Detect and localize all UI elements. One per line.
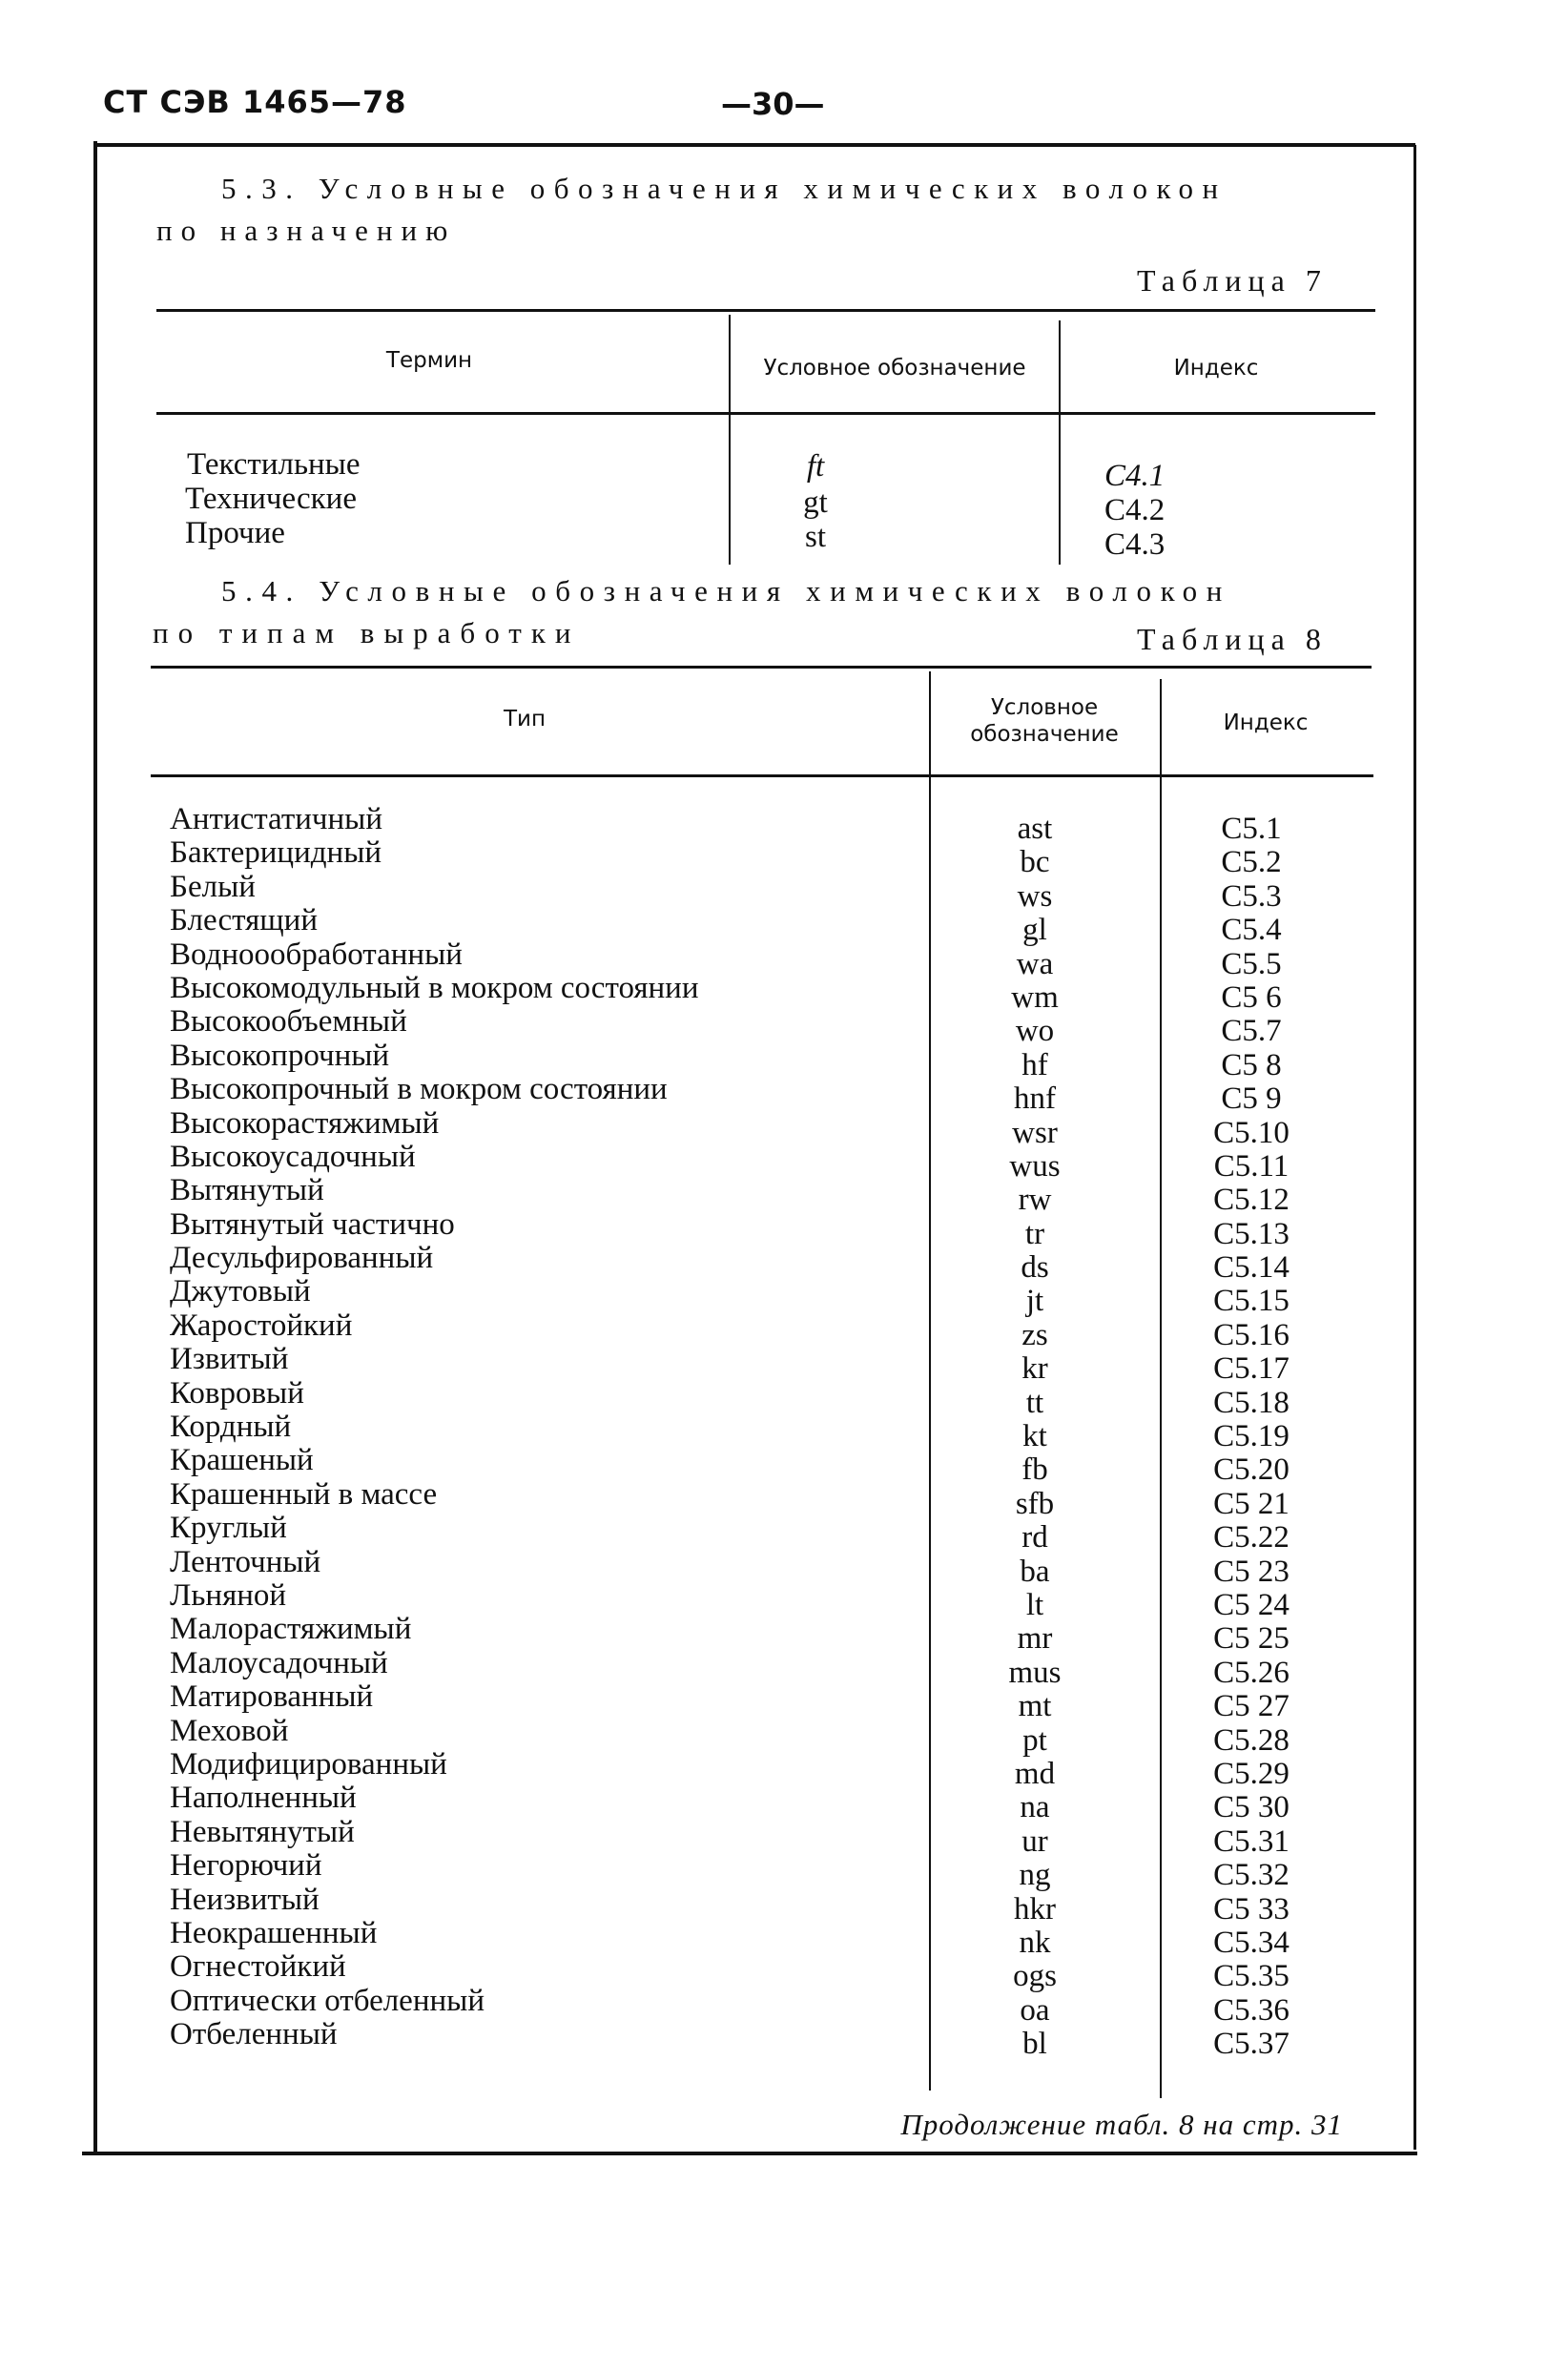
table-8-type: Высокорастяжимый (170, 1105, 440, 1141)
document-code: СТ СЭВ 1465—78 (103, 84, 407, 120)
table-8-symbol: tt (1025, 1385, 1044, 1420)
table-8-index: C5.34 (1213, 1925, 1289, 1960)
table-8-symbol: rd (1021, 1520, 1048, 1555)
table-8-index: C5.28 (1213, 1722, 1289, 1758)
table-8-index: C5.5 (1221, 946, 1282, 981)
table-8-index: C5.36 (1213, 1992, 1289, 2028)
table-7-header-index: Индекс (1173, 356, 1259, 381)
table-8-index: C5.16 (1213, 1317, 1289, 1352)
table-8-index: C5.19 (1213, 1419, 1289, 1454)
table-8-type: Высокоусадочный (170, 1139, 416, 1174)
table-8-type: Жаростойкий (170, 1308, 353, 1343)
table-8-label: Таблица 8 (1137, 622, 1328, 656)
table-8-col-divider-1 (929, 671, 931, 2091)
table-8-type: Белый (170, 869, 256, 904)
table-7-header-rule (156, 412, 1375, 415)
table-8-index: C5 8 (1221, 1047, 1282, 1082)
table-8-index: C5.37 (1213, 2027, 1289, 2062)
table-8-symbol: jt (1025, 1284, 1044, 1319)
table-8-symbol: mt (1018, 1689, 1052, 1724)
table-7-col-divider-1 (729, 315, 731, 565)
table-8-index: C5.26 (1213, 1655, 1289, 1690)
table-8-type: Десульфированный (170, 1241, 434, 1276)
table-8-symbol: oa (1020, 1992, 1050, 2028)
table-8-type: Джутовый (170, 1274, 311, 1309)
table-8-header-type: Тип (503, 707, 547, 731)
table-8-type: Вытянутый частично (170, 1206, 455, 1242)
table-8-type: Льняной (170, 1577, 287, 1613)
table-8-symbol: kt (1022, 1419, 1047, 1454)
table-8-type: Негорючий (170, 1848, 322, 1884)
table-7-symbol: ft (806, 449, 825, 484)
table-8-type: Высокопрочный в мокром состоянии (170, 1072, 668, 1107)
table-8-type: Оптически отбеленный (170, 1983, 485, 2018)
table-8-type: Бактерицидный (170, 835, 382, 871)
table-8-symbol: tr (1024, 1216, 1045, 1251)
table-8-type: Крашеный (170, 1443, 314, 1478)
frame-left-rule (93, 141, 97, 2152)
table-8-index: C5 6 (1221, 979, 1282, 1015)
table-8-top-rule (151, 666, 1372, 669)
table-8-symbol: wm (1011, 979, 1059, 1015)
table-7-term: Технические (185, 482, 357, 516)
table-8-type: Невытянутый (170, 1814, 355, 1849)
table-8-symbol: hkr (1014, 1891, 1056, 1926)
table-8-symbol: ur (1021, 1823, 1048, 1859)
table-8-type-column (170, 803, 914, 2051)
table-8-header-index: Индекс (1223, 711, 1309, 735)
frame-right-rule (1413, 145, 1416, 2150)
table-8-type: Вытянутый (170, 1173, 324, 1208)
section-5-4-title-line1: 5.4. Условные обозначения химических волокон (221, 574, 1231, 608)
table-8-symbol: wus (1009, 1148, 1061, 1184)
table-8-index: C5.1 (1221, 812, 1282, 846)
table-8-symbol: lt (1025, 1587, 1044, 1622)
table-8-symbol: rw (1018, 1183, 1052, 1218)
table-8-type: Высокомодульный в мокром состоянии (170, 970, 699, 1005)
table-8-symbol: hf (1021, 1047, 1048, 1082)
table-8-type: Неокрашенный (170, 1915, 378, 1950)
table-8-type: Матированный (170, 1679, 374, 1715)
table-8-index: C5.31 (1213, 1823, 1289, 1859)
table-8-type: Малорастяжимый (170, 1612, 412, 1647)
table-8-index: C5 9 (1221, 1082, 1282, 1117)
page-number: —30— (721, 86, 825, 122)
table-8-symbol-column (963, 813, 1106, 2061)
table-8-index: C5.32 (1213, 1858, 1289, 1893)
table-8-symbol: bl (1022, 2027, 1047, 2062)
table-8-type: Высокопрочный (170, 1038, 390, 1073)
table-8-type: Огнестойкий (170, 1949, 346, 1985)
table-7-index: C4.3 (1104, 527, 1166, 562)
table-7-col-divider-2 (1059, 320, 1061, 565)
table-8-index: C5.22 (1213, 1520, 1289, 1555)
table-8-type: Круглый (170, 1511, 287, 1546)
table-8-type: Наполненный (170, 1781, 357, 1816)
table-8-symbol: gl (1022, 913, 1047, 948)
table-7-symbol: gt (803, 485, 828, 520)
table-8-symbol: ws (1017, 878, 1053, 914)
table-8-symbol: ng (1019, 1858, 1051, 1893)
table-8-type: Высокообъемный (170, 1004, 407, 1040)
section-5-4-title-line2: по типам выработки (153, 616, 581, 649)
table-8-symbol: bc (1020, 845, 1050, 880)
table-continuation-note: Продолжение табл. 8 на стр. 31 (900, 2108, 1343, 2141)
table-8-type: Малоусадочный (170, 1645, 388, 1680)
table-7-term: Прочие (185, 516, 285, 550)
table-8-index: C5.3 (1221, 878, 1282, 914)
table-8-type: Отбеленный (170, 2017, 338, 2052)
table-7-header-symbol: Условное обозначение (763, 356, 1026, 381)
table-8-symbol: wa (1016, 946, 1054, 981)
table-8-index-column (1166, 813, 1337, 2061)
table-8-symbol: ds (1021, 1250, 1049, 1286)
table-8-index: C5.20 (1213, 1452, 1289, 1488)
section-5-3-title-line1: 5.3. Условные обозначения химических волокон (221, 172, 1228, 205)
frame-top-rule (95, 143, 1415, 147)
table-8-symbol: ogs (1013, 1959, 1057, 1994)
table-8-symbol: sfb (1015, 1486, 1055, 1521)
frame-bottom-rule (82, 2152, 1417, 2155)
table-8-symbol: nk (1019, 1925, 1051, 1960)
table-7-top-rule (156, 309, 1375, 312)
table-7-index: C4.2 (1104, 493, 1166, 527)
table-8-type: Извитый (170, 1342, 289, 1377)
table-8-index: C5 30 (1213, 1790, 1289, 1825)
table-8-symbol: hnf (1014, 1082, 1056, 1117)
table-8-index: C5.12 (1213, 1183, 1289, 1218)
table-8-index: C5 25 (1213, 1621, 1289, 1657)
table-8-type: Антистатичный (170, 802, 383, 836)
table-8-index: C5 23 (1213, 1554, 1289, 1589)
table-8-index: C5.13 (1213, 1216, 1289, 1251)
table-7-term: Текстильные (187, 447, 361, 482)
table-8-type: Крашенный в массе (170, 1476, 438, 1512)
table-8-symbol: zs (1021, 1317, 1048, 1352)
table-7-header-term: Термин (385, 348, 473, 373)
table-8-index: C5 21 (1213, 1486, 1289, 1521)
table-8-type: Модифицированный (170, 1746, 447, 1782)
table-8-symbol: mus (1008, 1655, 1062, 1690)
table-8-index: C5.17 (1213, 1351, 1289, 1387)
table-8-index: C5.29 (1213, 1756, 1289, 1791)
table-8-index: C5.18 (1213, 1385, 1289, 1420)
table-8-type: Ковровый (170, 1375, 304, 1411)
section-5-3-title-line2: по назначению (156, 214, 457, 247)
table-8-type: Неизвитый (170, 1882, 320, 1917)
table-8-symbol: ast (1017, 812, 1053, 846)
table-8-header-rule (151, 774, 1373, 777)
table-8-symbol: pt (1022, 1722, 1047, 1758)
table-8-index: C5.4 (1221, 913, 1282, 948)
table-8-type: Водноообработанный (170, 937, 463, 972)
table-7-symbol: st (804, 520, 826, 554)
table-8-symbol: na (1020, 1790, 1050, 1825)
table-8-type: Блестящий (170, 903, 318, 938)
table-7-index: C4.1 (1104, 459, 1166, 493)
table-8-header-symbol: Условное обозначение (970, 695, 1119, 747)
table-8-symbol: ba (1020, 1554, 1050, 1589)
table-8-index: C5.15 (1213, 1284, 1289, 1319)
table-7-label: Таблица 7 (1137, 263, 1328, 298)
table-8-symbol: mr (1017, 1621, 1053, 1657)
table-8-index: C5.2 (1221, 845, 1282, 880)
table-8-index: C5.14 (1213, 1250, 1289, 1286)
table-8-symbol: md (1014, 1756, 1056, 1791)
table-8-index: C5.11 (1213, 1148, 1289, 1184)
table-8-index: C5 33 (1213, 1891, 1289, 1926)
table-8-index: C5.35 (1213, 1959, 1289, 1994)
table-8-symbol: wsr (1012, 1115, 1058, 1150)
table-8-index: C5 24 (1213, 1587, 1289, 1622)
table-8-index: C5 27 (1213, 1689, 1289, 1724)
table-8-index: C5.10 (1213, 1115, 1289, 1150)
table-8-symbol: wo (1015, 1014, 1055, 1049)
table-8-type: Меховой (170, 1713, 289, 1748)
table-8-index: C5.7 (1221, 1014, 1282, 1049)
table-8-type: Кордный (170, 1410, 292, 1445)
table-8-symbol: kr (1021, 1351, 1048, 1387)
table-8-col-divider-2 (1160, 679, 1162, 2098)
table-8-type: Ленточный (170, 1544, 321, 1579)
table-8-symbol: fb (1021, 1452, 1048, 1488)
